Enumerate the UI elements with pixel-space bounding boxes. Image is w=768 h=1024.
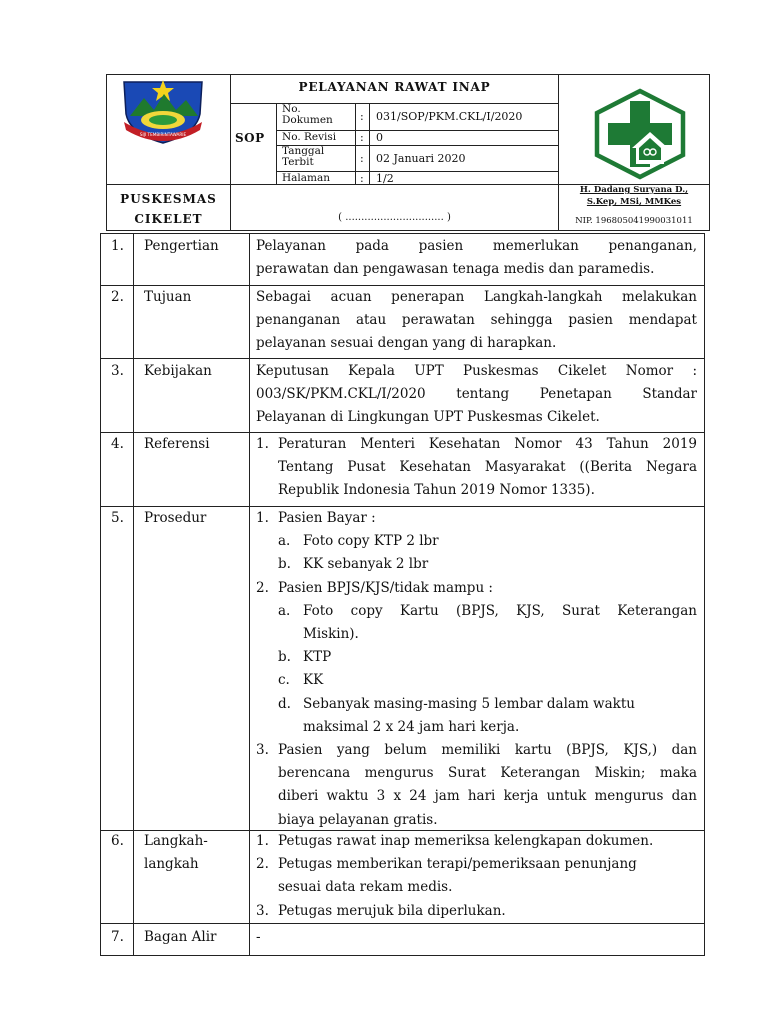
field-colon: :	[360, 131, 364, 144]
section-text: Foto copy Kartu (BPJS, KJS, Surat Keterangan	[303, 602, 697, 619]
section-text: Pasien BPJS/KJS/tidak mampu :	[278, 579, 493, 596]
list-marker: 3.	[256, 902, 269, 919]
section-text: Pelayanan pada pasien memerlukan penanganan,	[256, 238, 697, 254]
field-value-halaman: 1/2	[376, 172, 394, 185]
section-label: Pengertian	[144, 238, 219, 254]
signature-placeholder: ( ............................... )	[338, 212, 451, 223]
list-marker: a.	[278, 602, 291, 619]
list-marker: 2.	[256, 856, 269, 873]
field-label-dokumen: No. Dokumen	[282, 103, 333, 126]
section-label: Prosedur	[144, 510, 207, 526]
signer-name: H. Dadang Suryana D.,	[579, 185, 689, 195]
section-label: Referensi	[144, 436, 210, 452]
section-label: Bagan Alir	[144, 929, 217, 945]
section-number: 2.	[111, 289, 124, 305]
field-label-tanggal: Tanggal Terbit	[282, 145, 325, 168]
logo-motto: SIJI TEMBIRINTAWARIE	[139, 132, 187, 137]
section-text: sesuai data rekam medis.	[278, 879, 453, 896]
list-marker: d.	[278, 695, 291, 712]
field-value-tanggal: 02 Januari 2020	[376, 152, 466, 165]
field-value-revisi: 0	[376, 131, 383, 144]
section-text: Pasien Bayar :	[278, 510, 376, 526]
list-marker: 1.	[256, 833, 269, 849]
section-text: Tentang Pusat Kesehatan Masyarakat ((Berita Negara	[278, 459, 697, 476]
list-marker: a.	[278, 533, 291, 550]
list-marker: b.	[278, 649, 291, 666]
field-colon: :	[360, 110, 364, 123]
section-text: perawatan dan pengawasan tenaga medis dan paramedis.	[256, 261, 655, 278]
section-text: Sebanyak masing-masing 5 lembar dalam waktu	[303, 695, 635, 712]
signer-nip: NIP. 196805041990031011	[575, 216, 693, 226]
field-value-dokumen: 031/SOP/PKM.CKL/I/2020	[376, 110, 523, 123]
list-marker: 3.	[256, 742, 269, 758]
list-marker: b.	[278, 556, 291, 573]
section-number: 4.	[111, 436, 124, 452]
section-text: berencana mengurus Surat Keterangan Miskin; maka	[278, 765, 697, 782]
section-text: Miskin).	[303, 626, 359, 642]
list-marker: 2.	[256, 579, 269, 596]
section-label: Kebijakan	[144, 363, 212, 379]
section-text: biaya pelayanan gratis.	[278, 811, 438, 828]
section-number: 7.	[111, 929, 124, 945]
section-text: KK sebanyak 2 lbr	[303, 556, 429, 573]
section-number: 3.	[111, 363, 124, 379]
section-label: Tujuan	[144, 289, 192, 305]
document-title: PELAYANAN RAWAT INAP	[298, 80, 491, 94]
field-label-halaman: Halaman	[282, 172, 331, 184]
section-text: KTP	[303, 649, 332, 666]
section-number: 6.	[111, 833, 124, 849]
org-name: PUSKESMAS CIKELET	[120, 192, 217, 226]
field-colon: :	[360, 172, 364, 185]
puskesmas-logo	[116, 76, 210, 146]
section-text: Petugas memberikan terapi/pemeriksaan penunjang	[278, 856, 637, 873]
section-text: Foto copy KTP 2 lbr	[303, 533, 439, 550]
section-number: 5.	[111, 510, 124, 526]
field-colon: :	[360, 152, 364, 165]
signer-title: S.Kep, MSi, MMKes	[586, 197, 682, 207]
section-text: Pasien yang belum memiliki kartu (BPJS, KJS,) dan	[278, 742, 697, 758]
section-text: -	[256, 929, 261, 945]
section-text: penanganan atau perawatan sehingga pasien mendapat	[256, 312, 697, 329]
list-marker: c.	[278, 672, 290, 689]
list-marker: 1.	[256, 436, 269, 452]
section-text: KK	[303, 672, 324, 689]
section-text: Pelayanan di Lingkungan UPT Puskesmas Cikelet.	[256, 409, 600, 426]
list-marker: 1.	[256, 510, 269, 526]
section-text: diberi waktu 3 x 24 jam hari kerja untuk mengurus dan	[278, 788, 697, 805]
section-text: Peraturan Menteri Kesehatan Nomor 43 Tahun 2019	[278, 436, 697, 452]
puskesmas-cross-icon	[590, 88, 690, 180]
section-text: Petugas merujuk bila diperlukan.	[278, 902, 506, 919]
section-text: Republik Indonesia Tahun 2019 Nomor 1335).	[278, 482, 595, 499]
section-text: Sebagai acuan penerapan Langkah-langkah melakukan	[256, 289, 697, 305]
section-label: langkah	[144, 856, 199, 873]
section-label: Langkah-	[144, 833, 208, 849]
section-text: Keputusan Kepala UPT Puskesmas Cikelet Nomor :	[256, 363, 697, 379]
section-text: 003/SK/PKM.CKL/I/2020 tentang Penetapan Standar	[256, 386, 697, 403]
section-text: pelayanan sesuai dengan yang di harapkan.	[256, 335, 557, 352]
section-number: 1.	[111, 238, 124, 254]
section-text: maksimal 2 x 24 jam hari kerja.	[303, 718, 520, 735]
field-label-revisi: No. Revisi	[282, 131, 337, 143]
sop-label: SOP	[235, 131, 265, 145]
section-text: Petugas rawat inap memeriksa kelengkapan dokumen.	[278, 833, 654, 849]
